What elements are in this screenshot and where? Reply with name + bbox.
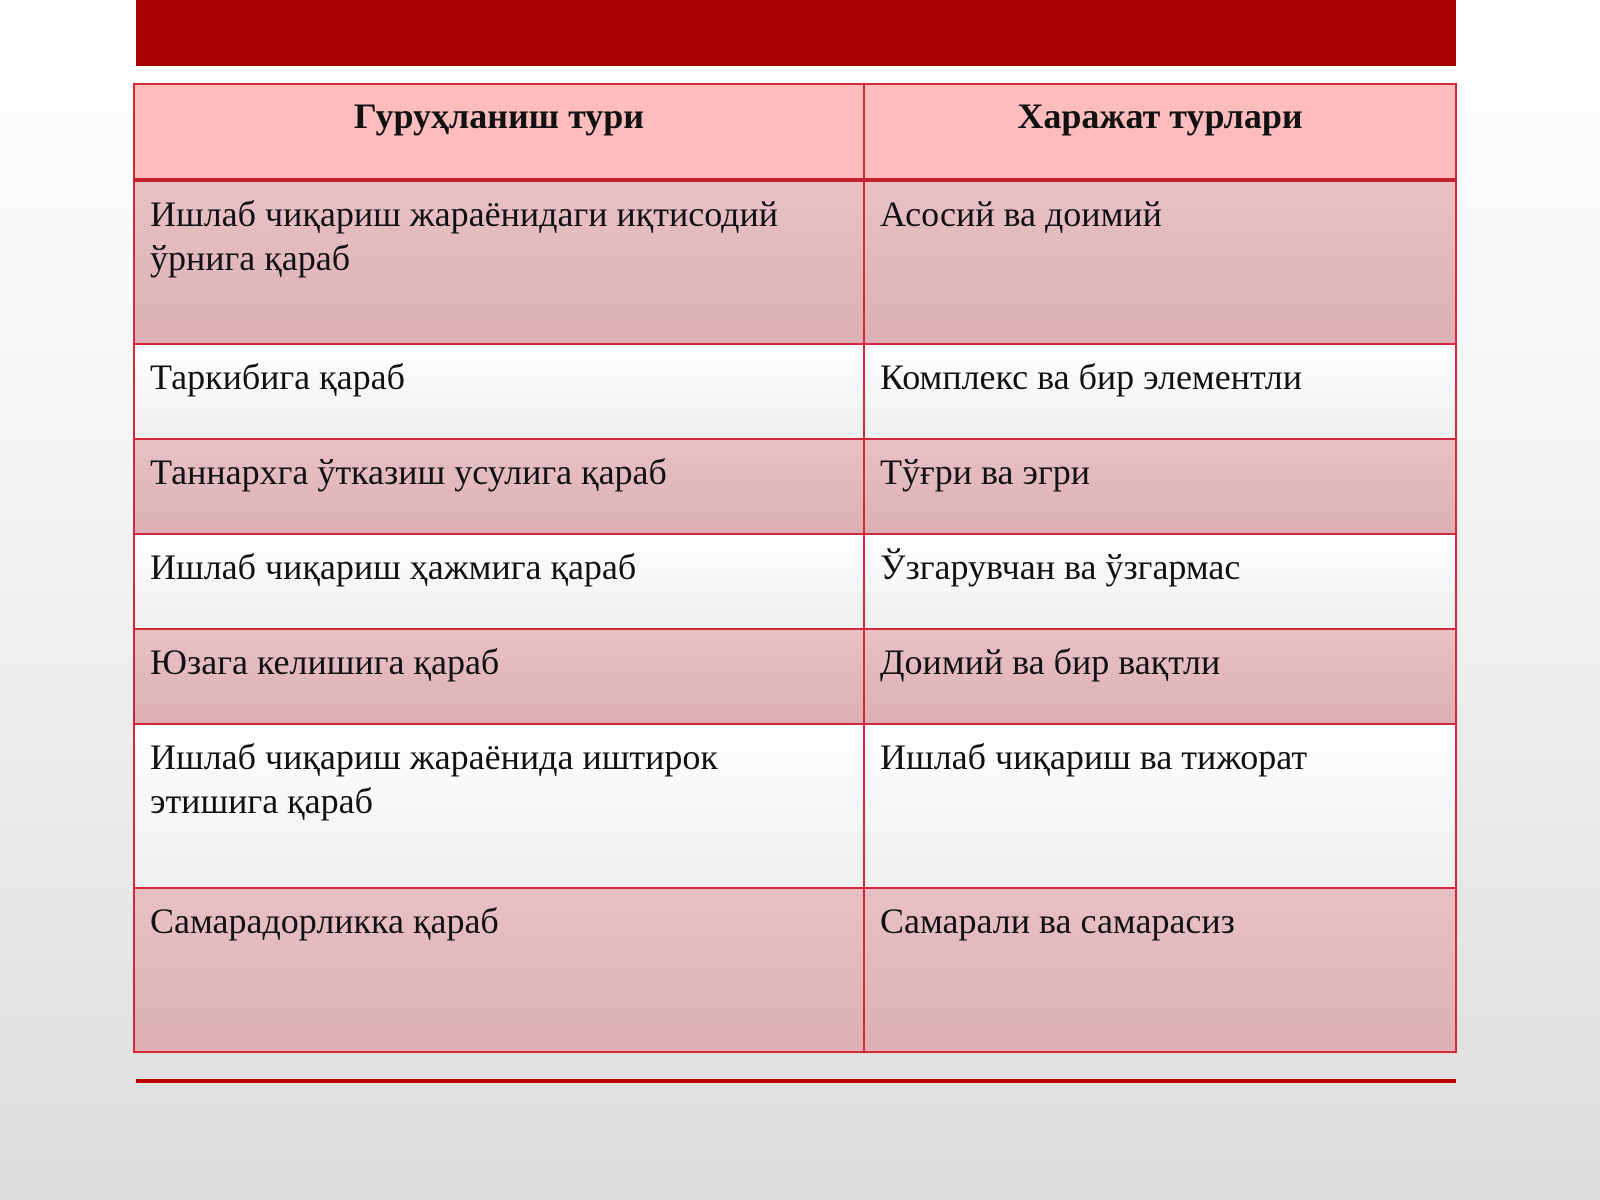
cost-type-cell: Ўзгарувчан ва ўзгармас [864,534,1456,629]
header-cost-types: Харажат турлари [864,84,1456,180]
cost-type-cell: Комплекс ва бир элементли [864,344,1456,439]
bottom-divider [136,1079,1456,1083]
cost-classification-table [133,83,1457,1053]
grouping-cell: Таркибига қараб [134,344,864,439]
top-accent-bar [136,0,1456,66]
table-row [134,629,1456,724]
table-row [134,344,1456,439]
cost-type-cell: Тўғри ва эгри [864,439,1456,534]
grouping-cell: Ишлаб чиқариш жараёнидаги иқтисодий ўрнига қараб [134,180,864,344]
grouping-cell: Ишлаб чиқариш жараёнида иштирок этишига қараб [134,724,864,888]
cost-type-cell: Доимий ва бир вақтли [864,629,1456,724]
grouping-cell: Таннархга ўтказиш усулига қараб [134,439,864,534]
table-row [134,180,1456,344]
table-header-row [134,84,1456,180]
grouping-cell: Юзага келишига қараб [134,629,864,724]
table-row [134,888,1456,1052]
table-row [134,534,1456,629]
header-grouping-type: Гуруҳланиш тури [134,84,864,180]
table-row [134,439,1456,534]
cost-type-cell: Ишлаб чиқариш ва тижорат [864,724,1456,888]
grouping-cell: Ишлаб чиқариш ҳажмига қараб [134,534,864,629]
cost-type-cell: Самарали ва самарасиз [864,888,1456,1052]
grouping-cell: Самарадорликка қараб [134,888,864,1052]
table-row [134,724,1456,888]
cost-type-cell: Асосий ва доимий [864,180,1456,344]
